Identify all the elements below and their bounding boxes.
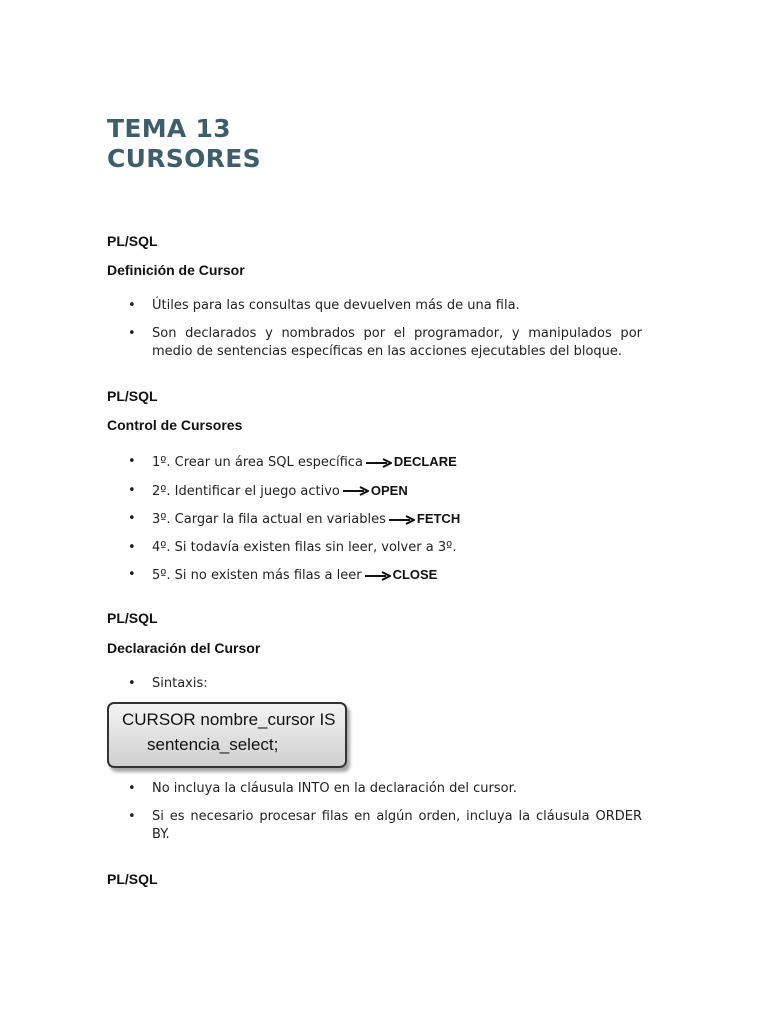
arrow-right-icon: [366, 458, 392, 468]
list-item: • 3º. Cargar la fila actual en variables FETCH: [128, 511, 461, 527]
title-line-2: CURSORES: [107, 144, 261, 173]
keyword-fetch: FETCH: [416, 511, 461, 526]
bullet-icon: •: [128, 511, 136, 526]
bullet-icon: •: [128, 781, 136, 796]
list-item: • Si es necesario procesar filas en algún orden, incluya la cláusula ORDER BY.: [128, 808, 642, 842]
list-item: • 1º. Crear un área SQL específica DECLARE: [128, 454, 457, 470]
bullet-icon: •: [128, 482, 136, 498]
bullet-icon: •: [128, 567, 136, 582]
section-1-bullet-list: [107, 297, 642, 370]
section-3-bullet-list: [107, 780, 642, 853]
bullet-icon: •: [128, 808, 136, 824]
list-item: • Son declarados y nombrados por el programador, y manipulados por medio de sentencias específicas en las acciones ejecutables del bloque.: [128, 325, 642, 359]
list-item: • Útiles para las consultas que devuelven más de una fila.: [128, 298, 520, 313]
arrow-right-icon: [389, 515, 415, 525]
bullet-icon: •: [128, 539, 136, 555]
cursor-syntax-box: [107, 702, 347, 768]
section-1-heading: Definición de Cursor: [107, 262, 245, 278]
section-3-heading: Declaración del Cursor: [107, 640, 261, 656]
page-title: [107, 114, 261, 174]
code-line-1: CURSOR nombre_cursor IS: [122, 710, 336, 729]
list-item: • Sintaxis:: [128, 676, 208, 691]
list-item: • 2º. Identificar el juego activo OPEN: [128, 482, 408, 499]
control-steps-list: [107, 453, 642, 595]
section-4-subtitle: PL/SQL: [107, 871, 158, 887]
syntax-list: [107, 675, 642, 703]
list-item: • 5º. Si no existen más filas a leer CLOSE: [128, 567, 438, 583]
code-line-2: sentencia_select;: [147, 735, 279, 754]
arrow-right-icon: [343, 486, 369, 496]
section-2-subtitle: PL/SQL: [107, 388, 158, 404]
list-item: • No incluya la cláusula INTO en la declaración del cursor.: [128, 781, 517, 796]
section-1-subtitle: PL/SQL: [107, 233, 158, 249]
keyword-close: CLOSE: [392, 567, 438, 582]
section-2-heading: Control de Cursores: [107, 417, 243, 433]
title-line-1: TEMA 13: [107, 114, 231, 143]
keyword-declare: DECLARE: [393, 454, 457, 469]
bullet-icon: •: [128, 298, 136, 313]
bullet-icon: •: [128, 454, 136, 469]
arrow-right-icon: [365, 571, 391, 581]
keyword-open: OPEN: [370, 482, 408, 498]
bullet-icon: •: [128, 676, 136, 691]
section-3-subtitle: PL/SQL: [107, 610, 158, 626]
bullet-icon: •: [128, 325, 136, 341]
list-item: • 4º. Si todavía existen filas sin leer, volver a 3º.: [128, 539, 457, 555]
